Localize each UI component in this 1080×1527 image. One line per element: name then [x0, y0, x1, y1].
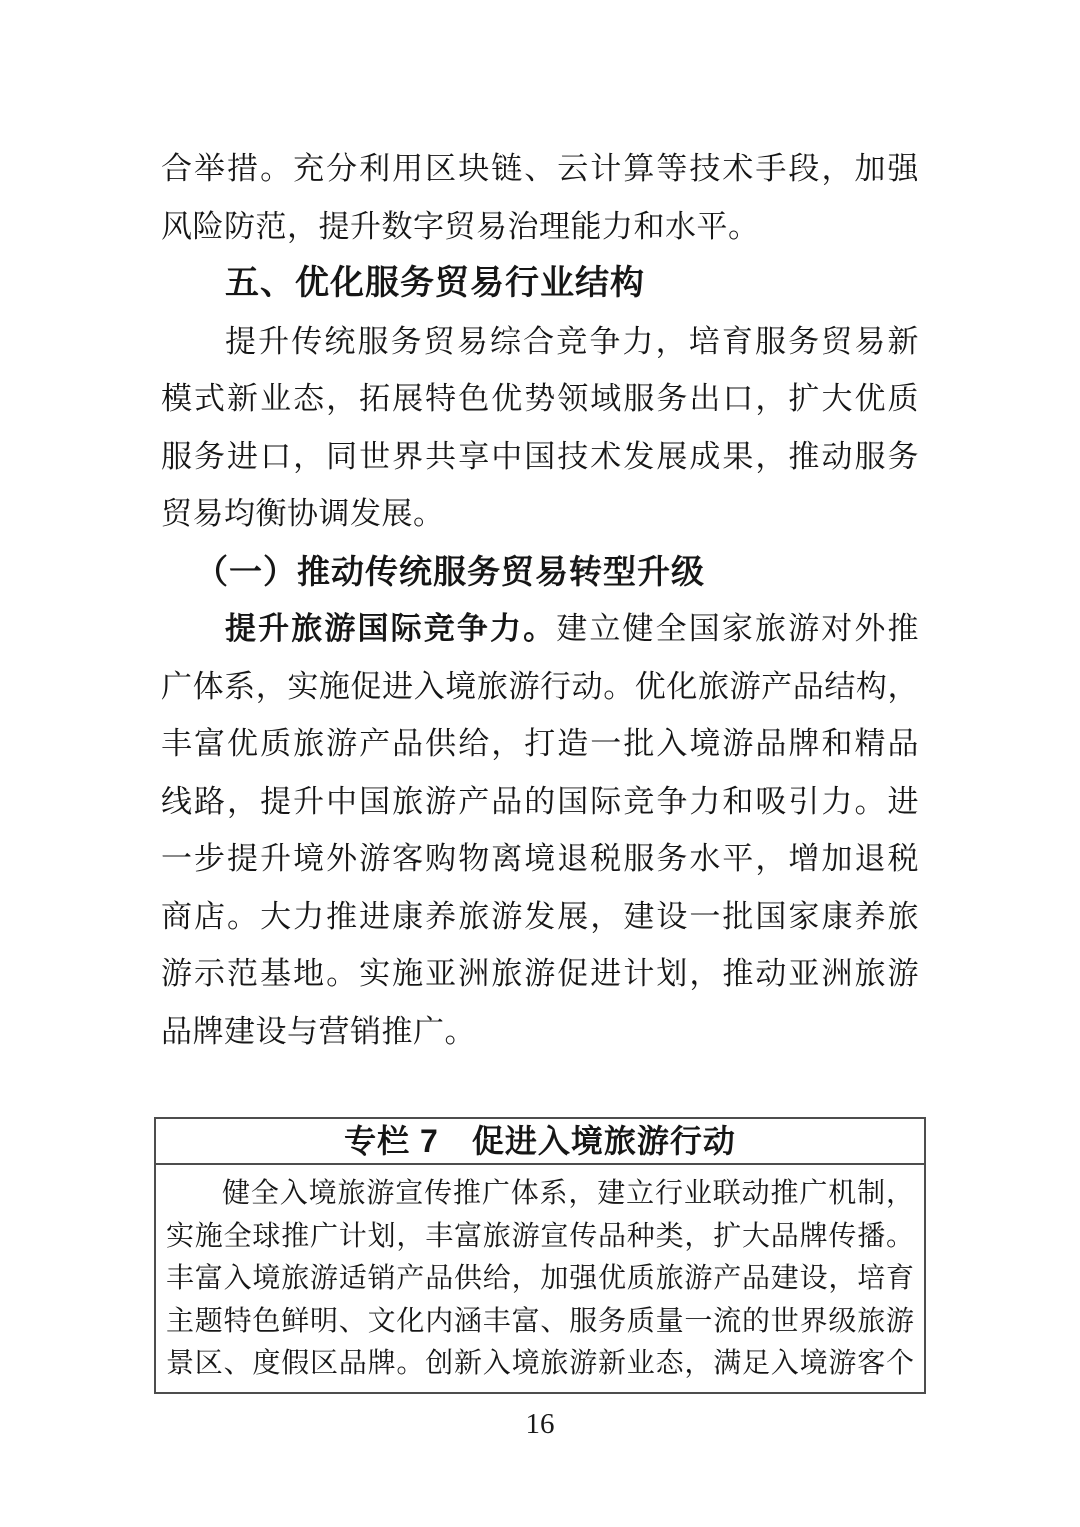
text-line: 游示范基地。实施亚洲旅游促进计划，推动亚洲旅游 — [161, 956, 919, 991]
text-line: 合举措。充分利用区块链、云计算等技术手段，加强 — [161, 151, 919, 186]
bold-lead-text: 提升旅游国际竞争力。 — [225, 611, 557, 646]
text-line: 广体系，实施促进入境旅游行动。优化旅游产品结构， — [161, 668, 919, 704]
text-line: 丰富入境旅游适销产品供给，加强优质旅游产品建设，培育 — [166, 1263, 914, 1294]
text-line: 服务进口，同世界共享中国技术发展成果，推动服务 — [161, 438, 919, 474]
text-line: 景区、度假区品牌。创新入境旅游新业态，满足入境游客个 — [166, 1348, 914, 1379]
callout-box — [154, 1117, 926, 1394]
text-line: 线路，提升中国旅游产品的国际竞争力和吸引力。进 — [161, 783, 919, 819]
text-line: 实施全球推广计划，丰富旅游宣传品种类，扩大品牌传播。 — [166, 1220, 914, 1252]
callout-box-body — [156, 1165, 924, 1392]
text-line: 健全入境旅游宣传推广体系，建立行业联动推广机制， — [222, 1178, 914, 1209]
subsection-heading: （一）推动传统服务贸易转型升级 — [195, 552, 705, 590]
page-number: 16 — [525, 1408, 555, 1440]
text-line: 风险防范，提升数字贸易治理能力和水平。 — [161, 208, 760, 244]
text-line: 提升传统服务贸易综合竞争力，培育服务贸易新 — [225, 323, 919, 359]
callout-box-title: 专栏 7 促进入境旅游行动 — [156, 1119, 924, 1165]
paragraph-overview — [161, 313, 919, 543]
text-line: 丰富优质旅游产品供给，打造一批入境游品牌和精品 — [161, 726, 919, 761]
text-line: 模式新业态，拓展特色优势领域服务出口，扩大优质 — [161, 381, 919, 416]
text-line: 主题特色鲜明、文化内涵丰富、服务质量一流的世界级旅游 — [166, 1305, 914, 1337]
section-heading: 五、优化服务贸易行业结构 — [225, 264, 645, 302]
text-line: 品牌建设与营销推广。 — [161, 1013, 476, 1049]
text-line: 商店。大力推进康养旅游发展，建设一批国家康养旅 — [161, 898, 919, 934]
paragraph-continuation — [161, 140, 919, 255]
text-line: 提升旅游国际竞争力。建立健全国家旅游对外推 — [225, 611, 919, 646]
text-line: 一步提升境外游客购物离境退税服务水平，增加退税 — [161, 841, 919, 876]
document-content — [161, 140, 919, 1394]
text-line: 贸易均衡协调发展。 — [161, 496, 445, 531]
paragraph-tourism — [161, 600, 919, 1060]
